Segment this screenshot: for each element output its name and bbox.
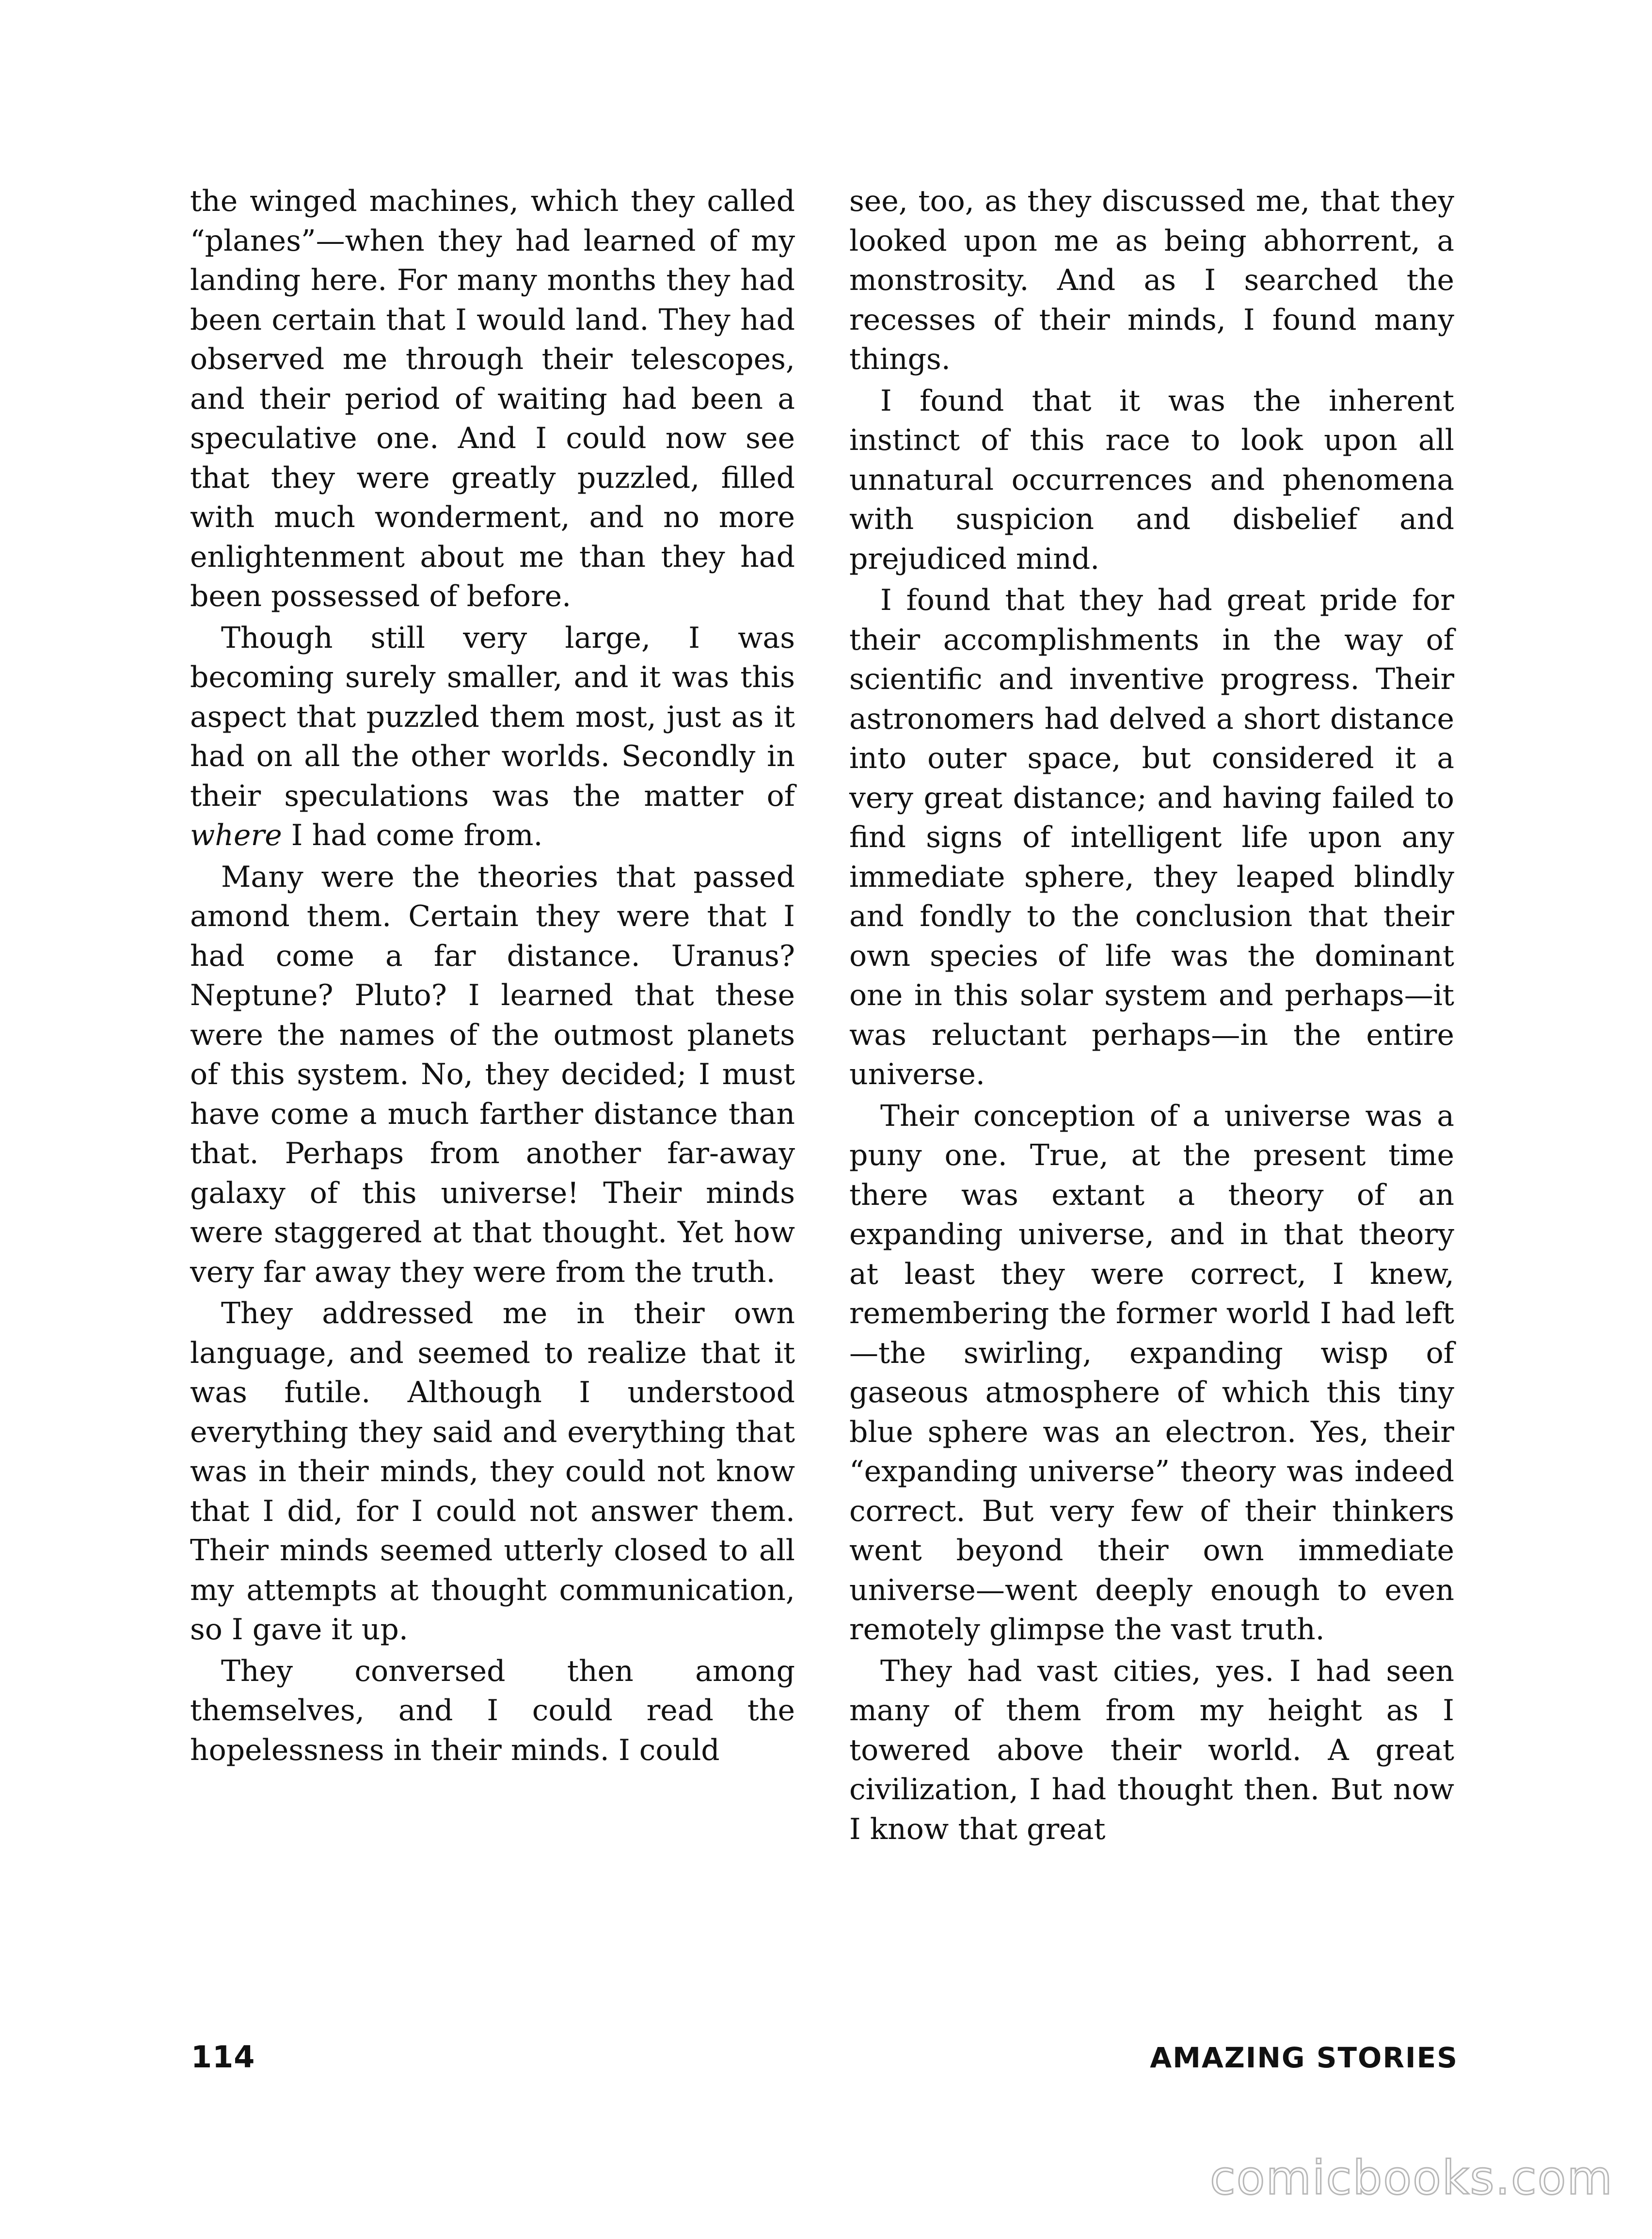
- paragraph: They addressed me in their own language, and seemed to realize that it was futile. Although I understood everything they said and everything that was in their minds, they could not know that I did, for I could not answer them. Their minds seemed utterly closed to all my attempts at thought communication, so I gave it up.: [190, 1296, 795, 1647]
- paragraph: Many were the theories that passed amond them. Certain they were that I had come a far distance. Uranus? Neptune? Pluto? I learned that these were the names of the outmost planets of this system. No, they decided; I must have come a much farther distance than that. Perhaps from another far-away galaxy of this universe! Their minds were staggered at that thought. Yet how very far away they were from the truth.: [190, 860, 795, 1289]
- paragraph-text: Though still very large, I was becoming surely smaller, and it was this aspect that puzzled them most, just as it had on all the other worlds. Secondly in their speculations was the matter of: [190, 621, 795, 813]
- watermark: comicbooks.com: [1209, 2151, 1613, 2205]
- paragraph: I found that it was the inherent instinct of this race to look upon all unnatural occurrences and phenomena with suspicion and disbelief and prejudiced mind.: [849, 384, 1454, 576]
- text-column-left: [190, 182, 795, 1770]
- italic-emphasis: where: [190, 818, 282, 852]
- paragraph: Their conception of a universe was a puny one. True, at the present time there was extant a theory of an expanding universe, and in that theory at least they were correct, I knew, remembering the former world I had left—the swirling, expanding wisp of gaseous atmosphere of which this tiny blue sphere was an electron. Yes, their “expanding universe” theory was indeed correct. But very few of their thinkers went beyond their own immediate universe—went deeply enough to even remotely glimpse the vast truth.: [849, 1099, 1454, 1647]
- running-title: AMAZING STORIES: [1150, 2041, 1458, 2074]
- paragraph: They had vast cities, yes. I had seen many of them from my height as I towered above their world. A great civilization, I had thought then. But now I know that great: [849, 1654, 1454, 1846]
- paragraph-text: I had come from.: [291, 818, 543, 852]
- paragraph: I found that they had great pride for their accomplishments in the way of scientific and inventive progress. Their astronomers had delved a short distance into outer space, but considered it a very great distance; and having failed to find signs of intelligent life upon any immediate sphere, they leaped blindly and fondly to the conclusion that their own species of life was the dominant one in this solar system and perhaps—it was reluctant perhaps—in the entire universe.: [849, 583, 1454, 1091]
- paragraph: the winged machines, which they called “planes”—when they had learned of my landing here. For many months they had been certain that I would land. They had observed me through their telescopes, and their period of waiting had been a speculative one. And I could now see that they were greatly puzzled, filled with much wonderment, and no more enlightenment about me than they had been possessed of before.: [190, 184, 795, 613]
- page-number: 114: [191, 2039, 255, 2075]
- text-column-right: [849, 182, 1454, 1849]
- paragraph: They conversed then among themselves, and I could read the hopelessness in their minds. I could: [190, 1654, 795, 1767]
- paragraph: see, too, as they discussed me, that they looked upon me as being abhorrent, a monstrosity. And as I searched the recesses of their minds, I found many things.: [849, 184, 1454, 376]
- paragraph: [190, 619, 795, 856]
